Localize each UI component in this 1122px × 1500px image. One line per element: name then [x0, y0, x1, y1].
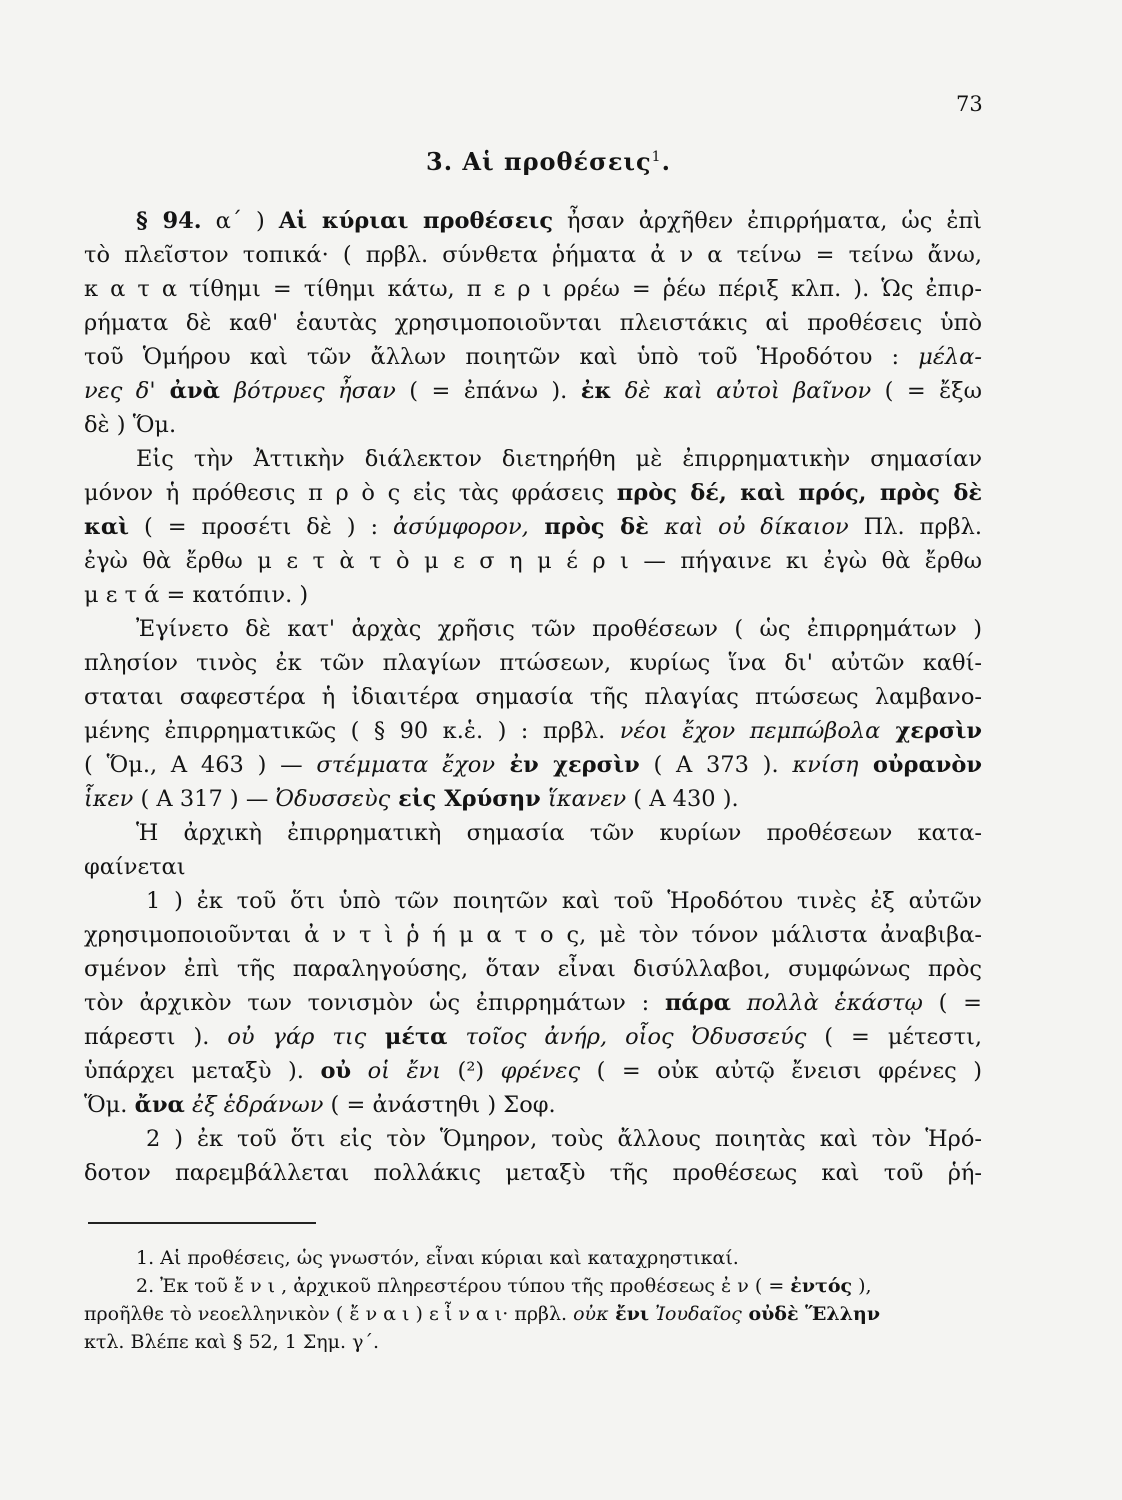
text-bold: οὐ: [320, 1058, 352, 1084]
text-italic: οὐ γάρ τις: [227, 1024, 367, 1050]
text-line: [84, 340, 982, 374]
text-line: [84, 510, 982, 544]
text-line: [84, 646, 982, 680]
text-line: [84, 238, 982, 272]
text-span: πλησίον τινὸς ἐκ τῶν πλαγίων πτώσεων, κυρίως ἵνα δι' αὐτῶν καθί-: [84, 650, 982, 676]
section-number: § 94.: [136, 208, 202, 234]
text-span: ( =: [922, 990, 982, 1016]
text-span: πάρεστι ).: [84, 1024, 228, 1050]
body-text: [84, 204, 982, 1190]
text-italic: ἵκανεν: [540, 786, 627, 812]
text-span: (²): [441, 1058, 501, 1084]
text-span: ( Α 317 ) —: [133, 786, 276, 812]
text-span: ),: [852, 1275, 872, 1297]
text-italic: φρένες: [500, 1058, 581, 1084]
text-span: μόνον ἡ πρόθεσις π ρ ὸ ς εἰς τὰς φράσεις: [84, 480, 617, 506]
text-span: ἐγὼ θὰ ἔρθω μ ε τ ὰ τ ὸ μ ε σ η μ έ ρ ι — πήγαινε κι ἐγὼ θὰ ἔρθω: [84, 548, 982, 574]
text-line: [84, 1156, 982, 1190]
text-italic: Ὀδυσσεὺς: [275, 786, 391, 812]
text-bold: ἐντός: [790, 1275, 853, 1297]
text-span: ( = μέτεστι,: [806, 1024, 982, 1050]
text-italic: τοῖος ἀνήρ, οἷος Ὀδυσσεύς: [447, 1024, 807, 1050]
text-italic: στέμματα ἔχον: [316, 752, 496, 778]
footnote-2-end: κτλ. Βλέπε καὶ § 52, 1 Σημ. γ΄.: [84, 1331, 379, 1353]
footnote-1: 1. Αἱ προθέσεις, ὡς γνωστόν, εἶναι κύριαι καὶ καταχρηστικαί.: [136, 1247, 739, 1269]
text-italic: δὲ καὶ αὐτοὶ βαῖνον: [611, 378, 872, 404]
text-line: [84, 612, 982, 646]
text-span: ( = οὐκ αὐτῷ ἔνεισι φρένες ): [580, 1058, 982, 1084]
text-line: [84, 918, 982, 952]
page-number: 73: [956, 92, 983, 116]
text-line: [84, 680, 982, 714]
text-italic: Ἰουδαῖος: [649, 1303, 742, 1325]
text-italic: νες δ': [84, 378, 156, 404]
text-line: [84, 306, 982, 340]
text-line: [84, 272, 982, 306]
text-bold: ἄνα: [134, 1092, 185, 1118]
text-span: ( Α 373 ).: [639, 752, 793, 778]
text-italic: νέοι ἔχον πεμπώβολα: [619, 718, 881, 744]
text-span: ( = ἀνάστηθι ) Σοφ.: [323, 1092, 556, 1118]
text-italic: πολλὰ ἑκάστῳ: [731, 990, 923, 1016]
text-italic: οὐκ: [573, 1303, 609, 1325]
heading-period: .: [661, 147, 671, 176]
text-bold: χερσὶν: [880, 718, 982, 744]
text-line: [84, 476, 982, 510]
text-span: 1 ) ἐκ τοῦ ὅτι ὑπὸ τῶν ποιητῶν καὶ τοῦ Ἡροδότου τινὲς ἐξ αὐτῶν: [146, 888, 982, 914]
text-line: [84, 1020, 982, 1054]
text-span: σμένον ἐπὶ τῆς παραληγούσης, ὅταν εἶναι δισύλλαβοι, συμφώνως πρὸς: [84, 956, 982, 982]
text-bold: ἀνὰ: [155, 378, 235, 404]
text-line: [84, 408, 982, 442]
text-span: ( = ἐπάνω ).: [395, 378, 581, 404]
text-line: [84, 782, 982, 816]
text-span: χρησιμοποιοῦνται ἀ ν τ ὶ ῥ ή μ α τ ο ς, μὲ τὸν τόνον μάλιστα ἀναβιβα-: [84, 922, 982, 948]
text-bold: μέτα: [366, 1024, 448, 1050]
footnote-2: [84, 1272, 982, 1300]
text-span: Εἰς τὴν Ἀττικὴν διάλεκτον διετηρήθη μὲ ἐπιρρηματικὴν σημασίαν: [136, 446, 982, 472]
text-span: ( = ἔξω: [871, 378, 982, 404]
text-line: [84, 816, 982, 850]
text-line: [84, 374, 982, 408]
text-span: ἦσαν ἀρχῆθεν ἐπιρρήματα, ὡς ἐπὶ: [553, 208, 982, 234]
text-span: μ ε τ ά = κατόπιν. ): [84, 582, 309, 608]
text-line: [84, 850, 982, 884]
text-italic: ἀσύμφορον,: [393, 514, 529, 540]
text-bold: εἰς Χρύσην: [390, 786, 541, 812]
text-span: ( Ὅμ., Α 463 ) —: [84, 752, 317, 778]
text-span: μένης ἐπιρρηματικῶς ( § 90 κ.ἑ. ) : πρβλ.: [84, 718, 620, 744]
text-bold: οὐρανὸν: [858, 752, 982, 778]
text-span: τὸ πλεῖστον τοπικά· ( πρβλ. σύνθετα ῥήματα ἀ ν α τείνω = τείνω ἄνω,: [84, 242, 982, 268]
section-heading: [426, 147, 671, 176]
text-line: [84, 986, 982, 1020]
text-span: 2. Ἐκ τοῦ ἔ ν ι , ἀρχικοῦ πληρεστέρου τύπου τῆς προθέσεως ἐ ν ( =: [136, 1275, 791, 1297]
text-span: προῆλθε τὸ νεοελληνικὸν ( ἔ ν α ι ) ε ἶ ν α ι· πρβλ.: [84, 1303, 574, 1325]
text-span: σταται σαφεστέρα ἡ ἰδιαιτέρα σημασία τῆς πλαγίας πτώσεως λαμβανο-: [84, 684, 982, 710]
text-line: [84, 578, 982, 612]
text-span: τὸν ἀρχικὸν των τονισμὸν ὡς ἐπιρρημάτων :: [84, 990, 665, 1016]
text-bold: πάρα: [664, 990, 731, 1016]
text-line: [84, 544, 982, 578]
text-span: Ἐγίνετο δὲ κατ' ἀρχὰς χρῆσις τῶν προθέσεων ( ὡς ἐπιρρημάτων ): [136, 616, 982, 642]
text-line: [84, 714, 982, 748]
text-line: [84, 1122, 982, 1156]
text-line: [84, 952, 982, 986]
text-span: ( Α 430 ).: [626, 786, 739, 812]
text-italic: ἷκεν: [84, 786, 134, 812]
footnotes: [84, 1244, 982, 1356]
heading-text: 3. Αἱ προθέσεις: [426, 147, 652, 176]
text-span: δὲ ) Ὅμ.: [84, 412, 177, 438]
text-italic: μέλα-: [918, 344, 982, 370]
text-span: Πλ. πρβλ.: [848, 514, 982, 540]
text-line: [84, 748, 982, 782]
text-italic: καὶ οὐ δίκαιον: [664, 514, 849, 540]
text-bold: ἐν χερσὶν: [495, 752, 640, 778]
text-bold: οὐδὲ Ἕλλην: [741, 1303, 881, 1325]
text-italic: ἐξ ἑδράνων: [184, 1092, 324, 1118]
heading-footnote-ref: 1: [651, 149, 662, 165]
text-bold: Αἱ κύριαι προθέσεις: [278, 208, 554, 234]
text-span: τοῦ Ὁμήρου καὶ τῶν ἄλλων ποιητῶν καὶ ὑπὸ τοῦ Ἡροδότου :: [84, 344, 919, 370]
text-italic: οἱ ἔνι: [351, 1058, 442, 1084]
text-span: δοτον παρεμβάλλεται πολλάκις μεταξὺ τῆς προθέσεως καὶ τοῦ ῥή-: [84, 1160, 982, 1186]
footnote-2-continued: [84, 1300, 982, 1328]
text-span: Ὅμ.: [84, 1092, 135, 1118]
text-line: [84, 442, 982, 476]
text-italic: βότρυες ἦσαν: [234, 378, 396, 404]
text-bold: πρὸς δὲ: [528, 514, 665, 540]
text-italic: κνίση: [792, 752, 859, 778]
text-span: ρήματα δὲ καθ' ἑαυτὰς χρησιμοποιοῦνται πλειστάκις αἱ προθέσεις ὑπὸ: [84, 310, 982, 336]
text-bold: ἐκ: [580, 378, 612, 404]
text-line: [84, 204, 982, 238]
text-span: Ἡ ἀρχικὴ ἐπιρρηματικὴ σημασία τῶν κυρίων προθέσεων κατα-: [136, 820, 982, 846]
text-span: ( = προσέτι δὲ ) :: [129, 514, 394, 540]
text-span: α΄ ): [201, 208, 279, 234]
text-bold: ἔνι: [608, 1303, 650, 1325]
text-span: 2 ) ἐκ τοῦ ὅτι εἰς τὸν Ὅμηρον, τοὺς ἄλλους ποιητὰς καὶ τὸν Ἡρό-: [146, 1126, 982, 1152]
text-line: [84, 884, 982, 918]
text-bold: καὶ: [84, 514, 130, 540]
text-bold: πρὸς δέ, καὶ πρός, πρὸς δὲ: [616, 480, 982, 506]
text-line: [84, 1088, 982, 1122]
text-span: ὑπάρχει μεταξὺ ).: [84, 1058, 321, 1084]
text-span: φαίνεται: [84, 854, 186, 880]
text-line: [84, 1054, 982, 1088]
text-span: κ α τ α τίθημι = τίθημι κάτω, π ε ρ ι ρρέω = ῥέω πέριξ κλπ. ). Ὡς ἐπιρ-: [84, 276, 982, 302]
footnote-divider: [88, 1222, 316, 1224]
